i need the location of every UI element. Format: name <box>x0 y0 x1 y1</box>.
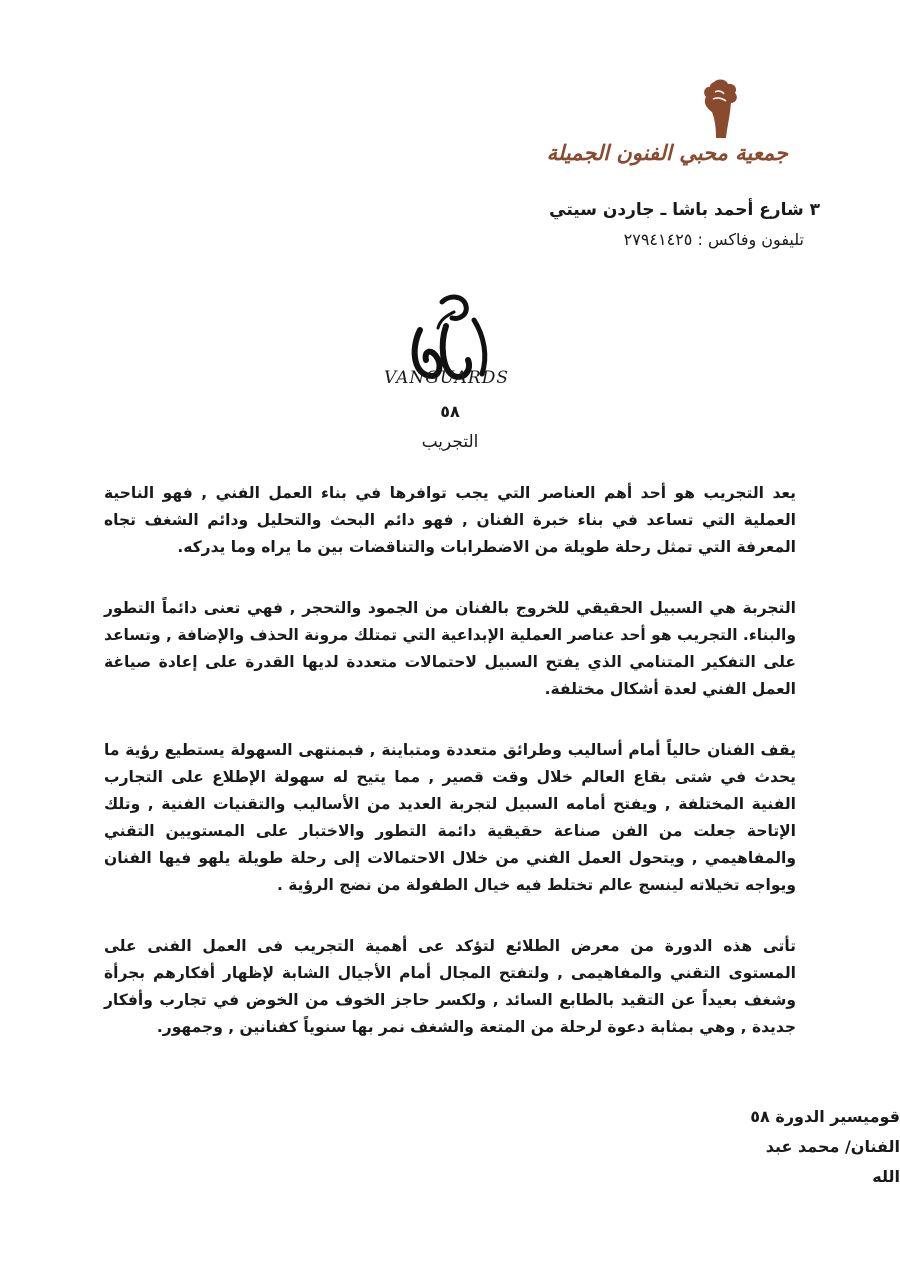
address-phone: تليفون وفاكس : ٢٧٩٤١٤٢٥ <box>623 230 804 249</box>
signature-role: قوميسير الدورة ٥٨ <box>750 1107 900 1126</box>
paragraph: تأتى هذه الدورة من معرض الطلائع لتؤكد عى أهمية التجريب فى العمل الفنى على المستوى التقني والمفاهيمى , ولتفتح المجال أمام الأجيال الشابة لإظهار أفكارهم بجرأة وشغف بعيداً عن التقيد بالطابع السائد , ولكسر حاجز الخوف من الخوض في تجارب وأفكار جديدة , وهي بمثابة دعوة لرحلة من المتعة والشغف نمر بها سنوياً كفنانين , وجمهور. <box>104 937 796 1036</box>
document-title: التجريب <box>421 432 479 452</box>
session-number: ٥٨ <box>440 402 460 421</box>
document-body <box>104 480 796 1075</box>
vanguards-wordmark: VANGUARDS <box>384 368 510 388</box>
signature-block <box>118 1102 900 1192</box>
paragraph: يعد التجريب هو أحد أهم العناصر التي يجب توافرها في بناء العمل الفني , فهو الناحية العملية التي تساعد في بناء خبرة الفنان , فهو دائم البحث والتحليل ودائم الشغف تجاه المعرفة التي تمثل رحلة طويلة من الاضطرابات والتناقضات بين ما يراه وما يدركه. <box>104 484 796 556</box>
paragraph: التجربة هي السبيل الحقيقي للخروج بالفنان من الجمود والتحجر , فهي تعنى دائماً التطور والبناء. التجريب هو أحد عناصر العملية الإبداعية التي تمتلك مرونة الحذف والإضافة , وتساعد على التفكير المتنامي الذي يفتح السبيل لاحتمالات متعددة لديها القدرة على إعادة صياغة العمل الفني لعدة أشكال مختلفة. <box>104 599 796 698</box>
paragraph: يقف الفنان حالياً أمام أساليب وطرائق متعددة ومتباينة , فبمنتهى السهولة يستطيع رؤية ما يحدث في شتى بقاع العالم خلال وقت قصير , مما يتيح له سهولة الإطلاع على التجارب الفنية المختلفة , ويفتح أمامه السبيل لتجربة العديد من الأساليب والتقنيات الفنية , وتلك الإتاحة جعلت من الفن صناعة حقيقية دائمة التطور والاختبار على المستويين التقني والمفاهيمي , ويتحول العمل الفني من خلال الاحتمالات إلى رحلة طويلة يلهو فيها الفنان ويواجه تخيلاته لينسج عالم تختلط فيه خيال الطفولة من نضج الرؤية . <box>104 741 796 894</box>
hand-emblem-icon <box>700 78 740 140</box>
signature-name: الفنان/ محمد عبد الله <box>765 1137 900 1186</box>
address-street: ٣ شارع أحمد باشا ـ جاردن سيتي <box>549 200 820 220</box>
organization-name: جمعية محبي الفنون الجميلة <box>546 140 788 165</box>
